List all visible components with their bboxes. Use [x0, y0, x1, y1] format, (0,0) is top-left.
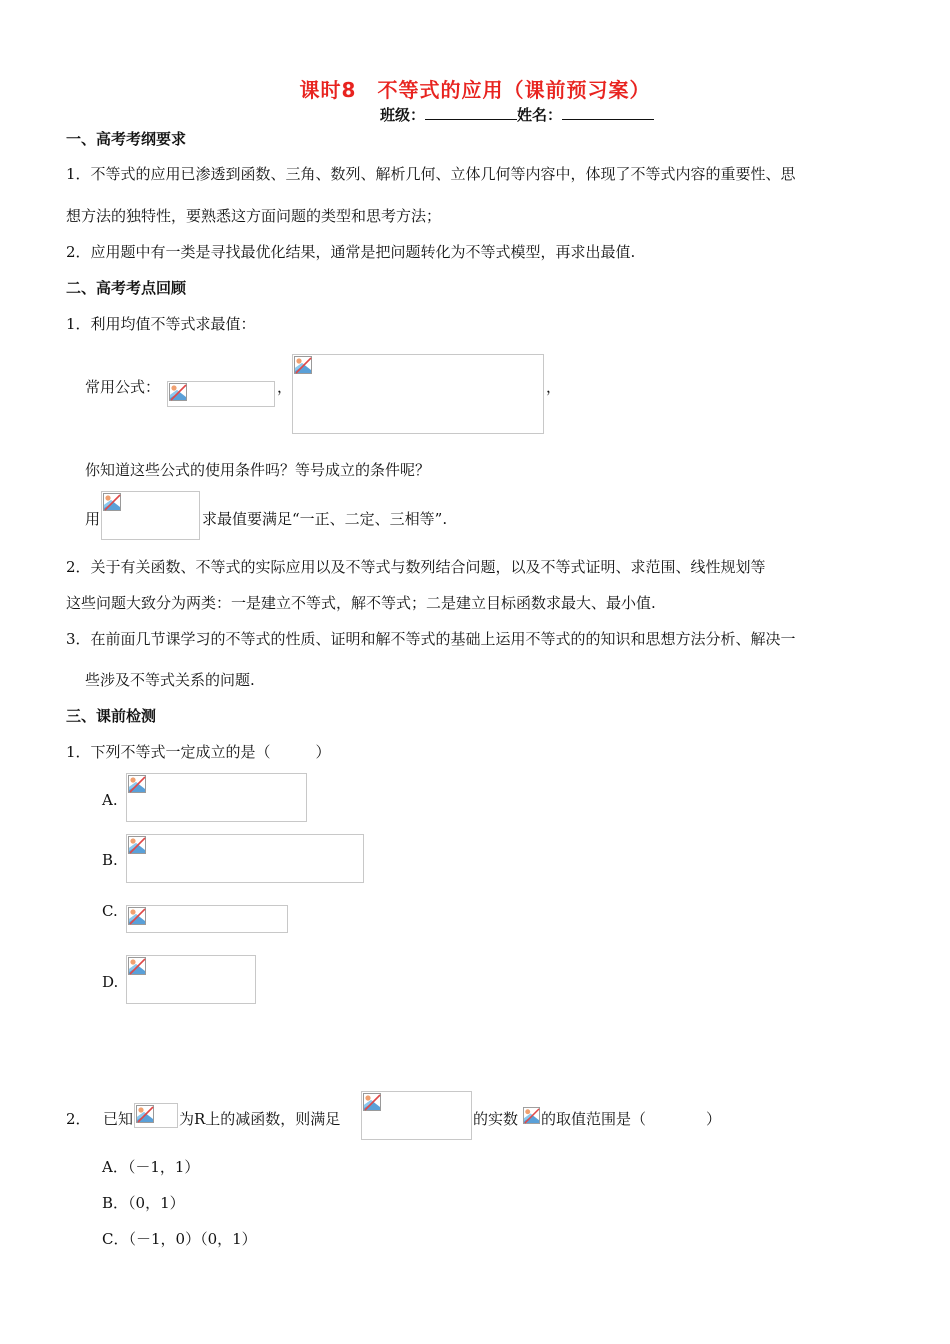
name-blank[interactable] — [562, 106, 654, 120]
broken-image-icon — [128, 957, 146, 975]
q2-option-b: B．（0，1） — [102, 1194, 185, 1212]
s2-paragraph-2-line-2: 这些问题大致分为两类：一是建立不等式，解不等式；二是建立目标函数求最大、最小值. — [66, 594, 656, 612]
q1-option-b-image — [126, 834, 364, 883]
formula-image-2 — [292, 354, 544, 434]
s1-paragraph-2: 2．应用题中有一类是寻找最优化结果，通常是把问题转化为不等式模型，再求出最值. — [66, 243, 636, 261]
class-name-line — [380, 104, 654, 125]
q2-option-a: A．（－1，1） — [102, 1158, 200, 1176]
s2-paragraph-2-line-1: 2．关于有关函数、不等式的实际应用以及不等式与数列结合问题，以及不等式证明、求范围、线性规划等 — [66, 558, 766, 576]
q1-option-a-label: A. — [102, 791, 118, 809]
q2-part-1: 已知 — [103, 1110, 134, 1128]
comma-1: ， — [277, 378, 293, 396]
formula-image-3 — [101, 491, 200, 540]
section-2-heading: 二、高考考点回顾 — [66, 279, 187, 297]
q2-function-image — [134, 1103, 178, 1128]
broken-image-icon — [136, 1105, 154, 1123]
broken-image-icon — [363, 1093, 381, 1111]
s2-question: 你知道这些公式的使用条件吗？等号成立的条件呢？ — [85, 461, 431, 479]
s2-paragraph-1: 1．利用均值不等式求最值： — [66, 315, 256, 333]
page-title: 课时8 不等式的应用（课前预习案） — [299, 78, 651, 102]
q1-option-a-image — [126, 773, 307, 822]
q2-number: 2． — [66, 1110, 91, 1128]
s1-paragraph-1-line-2: 想方法的独特性，要熟悉这方面问题的类型和思考方法； — [66, 207, 442, 225]
broken-image-icon — [103, 493, 121, 511]
q2-option-c: C．（－1，0）（0，1） — [102, 1230, 257, 1248]
q1-stem: 1．下列不等式一定成立的是（ ） — [66, 743, 331, 761]
broken-image-icon — [294, 356, 312, 374]
class-blank[interactable] — [425, 106, 517, 120]
formula-image-1 — [167, 381, 275, 407]
q2-part-3: 的实数 — [473, 1110, 519, 1128]
broken-image-icon — [169, 383, 187, 401]
section-1-heading: 一、高考考纲要求 — [66, 130, 187, 148]
use-prefix: 用 — [85, 510, 101, 528]
q1-option-d-label: D. — [102, 973, 119, 991]
use-suffix: 求最值要满足“一正、二定、三相等”. — [202, 510, 448, 528]
q2-condition-image — [361, 1091, 472, 1140]
q2-part-2: 为R上的减函数，则满足 — [179, 1110, 341, 1128]
q1-option-b-label: B. — [102, 851, 118, 869]
broken-image-icon — [128, 836, 146, 854]
name-label: 姓名： — [517, 106, 563, 124]
broken-image-icon — [128, 907, 146, 925]
section-3-heading: 三、课前检测 — [66, 707, 157, 725]
s2-paragraph-3-line-2: 些涉及不等式关系的问题. — [85, 671, 255, 689]
q1-option-c-label: C. — [102, 902, 118, 920]
s2-paragraph-3-line-1: 3．在前面几节课学习的不等式的性质、证明和解不等式的基础上运用不等式的的知识和思想方法分析、解决一 — [66, 630, 796, 648]
q2-part-4: 的取值范围是（ ） — [541, 1110, 722, 1128]
class-label: 班级： — [380, 106, 426, 124]
broken-image-icon — [523, 1107, 540, 1124]
s1-paragraph-1-line-1: 1．不等式的应用已渗透到函数、三角、数列、解析几何、立体几何等内容中，体现了不等式内容的重要性、思 — [66, 165, 796, 183]
broken-image-icon — [128, 775, 146, 793]
formula-label: 常用公式： — [85, 378, 161, 396]
q1-option-d-image — [126, 955, 256, 1004]
comma-2: ， — [546, 378, 562, 396]
q2-variable-image — [523, 1107, 540, 1125]
q1-option-c-image — [126, 905, 288, 933]
